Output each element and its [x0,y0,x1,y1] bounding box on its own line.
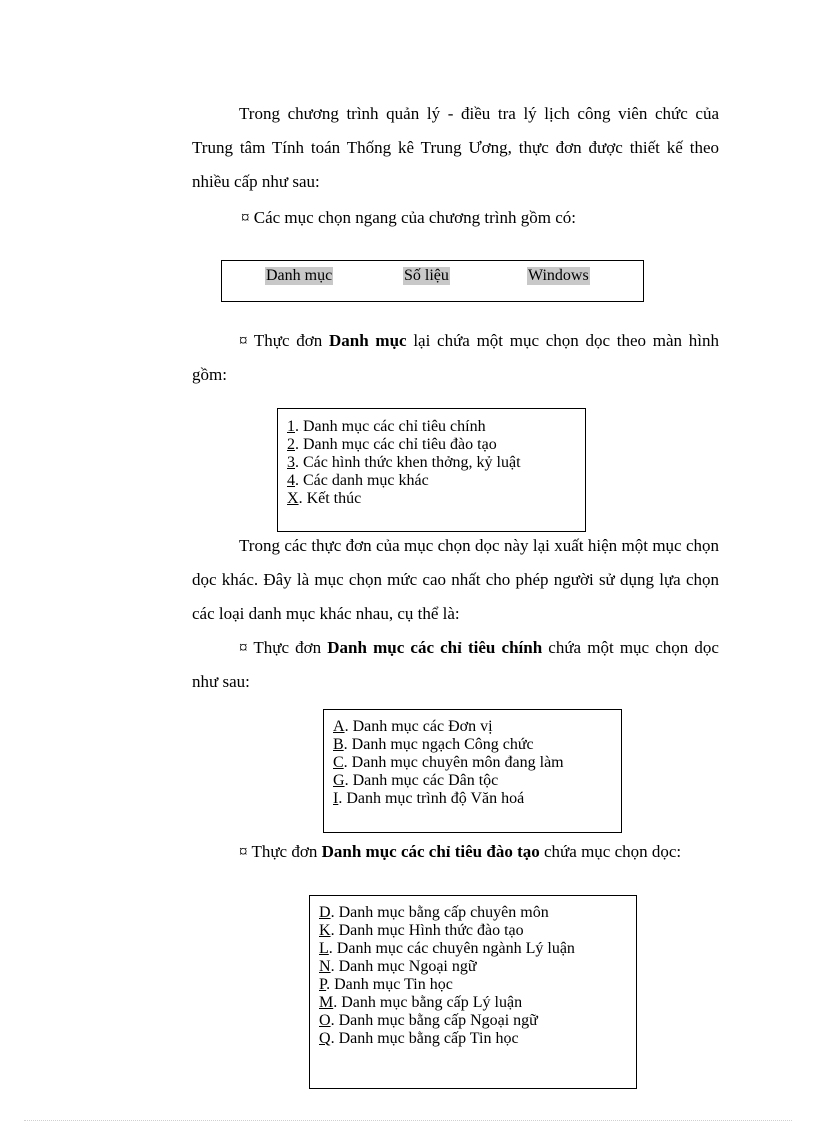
daotao-menu-item[interactable]: P. Danh mục Tin học [319,976,453,993]
daotao-paragraph [192,835,719,869]
daotao-menu-item[interactable]: L. Danh mục các chuyên ngành Lý luận [319,940,575,957]
danhmuc-menu-list [287,418,521,508]
bullet-icon: ¤ [241,208,250,227]
daotao-menu-item[interactable]: M. Danh mục bằng cấp Lý luận [319,994,523,1011]
middle-paragraph: Trong các thực đơn của mục chọn dọc này lại xuất hiện một mục chọn dọc khác. Đây là mục chọn mức cao nhất cho phép người sử dụng lựa chọn các loại danh mục khác nhau, cụ thể là: [192,536,719,623]
chitieu-paragraph [192,631,719,699]
daotao-menu-item[interactable]: N. Danh mục Ngoại ngữ [319,958,477,975]
daotao-bold: Danh mục các chỉ tiêu đào tạo [321,842,540,861]
danhmuc-menu-item[interactable]: 4. Các danh mục khác [287,472,429,489]
horizontal-intro-line [241,208,576,228]
page-bottom-divider [24,1120,792,1121]
danhmuc-prefix: Thực đơn [253,331,330,350]
chitieu-menu-box [323,709,622,833]
bullet-icon: ¤ [239,331,248,350]
danhmuc-menu-item[interactable]: 2. Danh mục các chỉ tiêu đào tạo [287,436,497,453]
intro-paragraph: Trong chương trình quản lý - điều tra lý lịch công viên chức của Trung tâm Tính toán Thống kê Trung Ương, thực đơn được thiết kế theo nhiều cấp như sau: [192,104,719,191]
danhmuc-paragraph [192,324,719,392]
danhmuc-bold: Danh mục [329,331,407,350]
danhmuc-suffix: lại chứa một mục chọn dọc theo màn hình gồm: [192,331,719,384]
danhmuc-menu-item[interactable]: 3. Các hình thức khen thởng, kỷ luật [287,454,521,471]
horizontal-intro-text: Các mục chọn ngang của chương trình gồm có: [253,208,576,227]
chitieu-prefix: Thực đơn [253,638,328,657]
daotao-menu-item[interactable]: O. Danh mục bằng cấp Ngoại ngữ [319,1012,538,1029]
chitieu-bold: Danh mục các chỉ tiêu chính [327,638,543,657]
daotao-prefix: Thực đơn [251,842,322,861]
chitieu-menu-list [333,718,564,808]
bullet-icon: ¤ [239,638,248,657]
danhmuc-menu-item[interactable]: X. Kết thúc [287,490,362,507]
chitieu-menu-item[interactable]: B. Danh mục ngạch Công chức [333,736,534,753]
danhmuc-menu-item[interactable]: 1. Danh mục các chỉ tiêu chính [287,418,486,435]
daotao-menu-list [319,904,575,1048]
chitieu-menu-item[interactable]: A. Danh mục các Đơn vị [333,718,493,735]
daotao-menu-box [309,895,637,1089]
bullet-icon: ¤ [239,842,248,861]
daotao-menu-item[interactable]: K. Danh mục Hình thức đào tạo [319,922,524,939]
danhmuc-menu-box [277,408,586,532]
chitieu-menu-item[interactable]: I. Danh mục trình độ Văn hoá [333,790,525,807]
chitieu-suffix: chứa một mục chọn dọc như sau: [192,638,719,691]
horizontal-menu-box [221,260,644,302]
chitieu-menu-item[interactable]: C. Danh mục chuyên môn đang làm [333,754,564,771]
daotao-menu-item[interactable]: Q. Danh mục bằng cấp Tin học [319,1030,519,1047]
menu-item-windows[interactable]: Windows [528,267,589,284]
chitieu-menu-item[interactable]: G. Danh mục các Dân tộc [333,772,499,789]
menu-item-danh-muc[interactable]: Danh mục [266,267,333,284]
menu-item-so-lieu[interactable]: Số liệu [404,267,449,284]
daotao-suffix: chứa mục chọn dọc: [539,842,682,861]
daotao-menu-item[interactable]: D. Danh mục bằng cấp chuyên môn [319,904,549,921]
